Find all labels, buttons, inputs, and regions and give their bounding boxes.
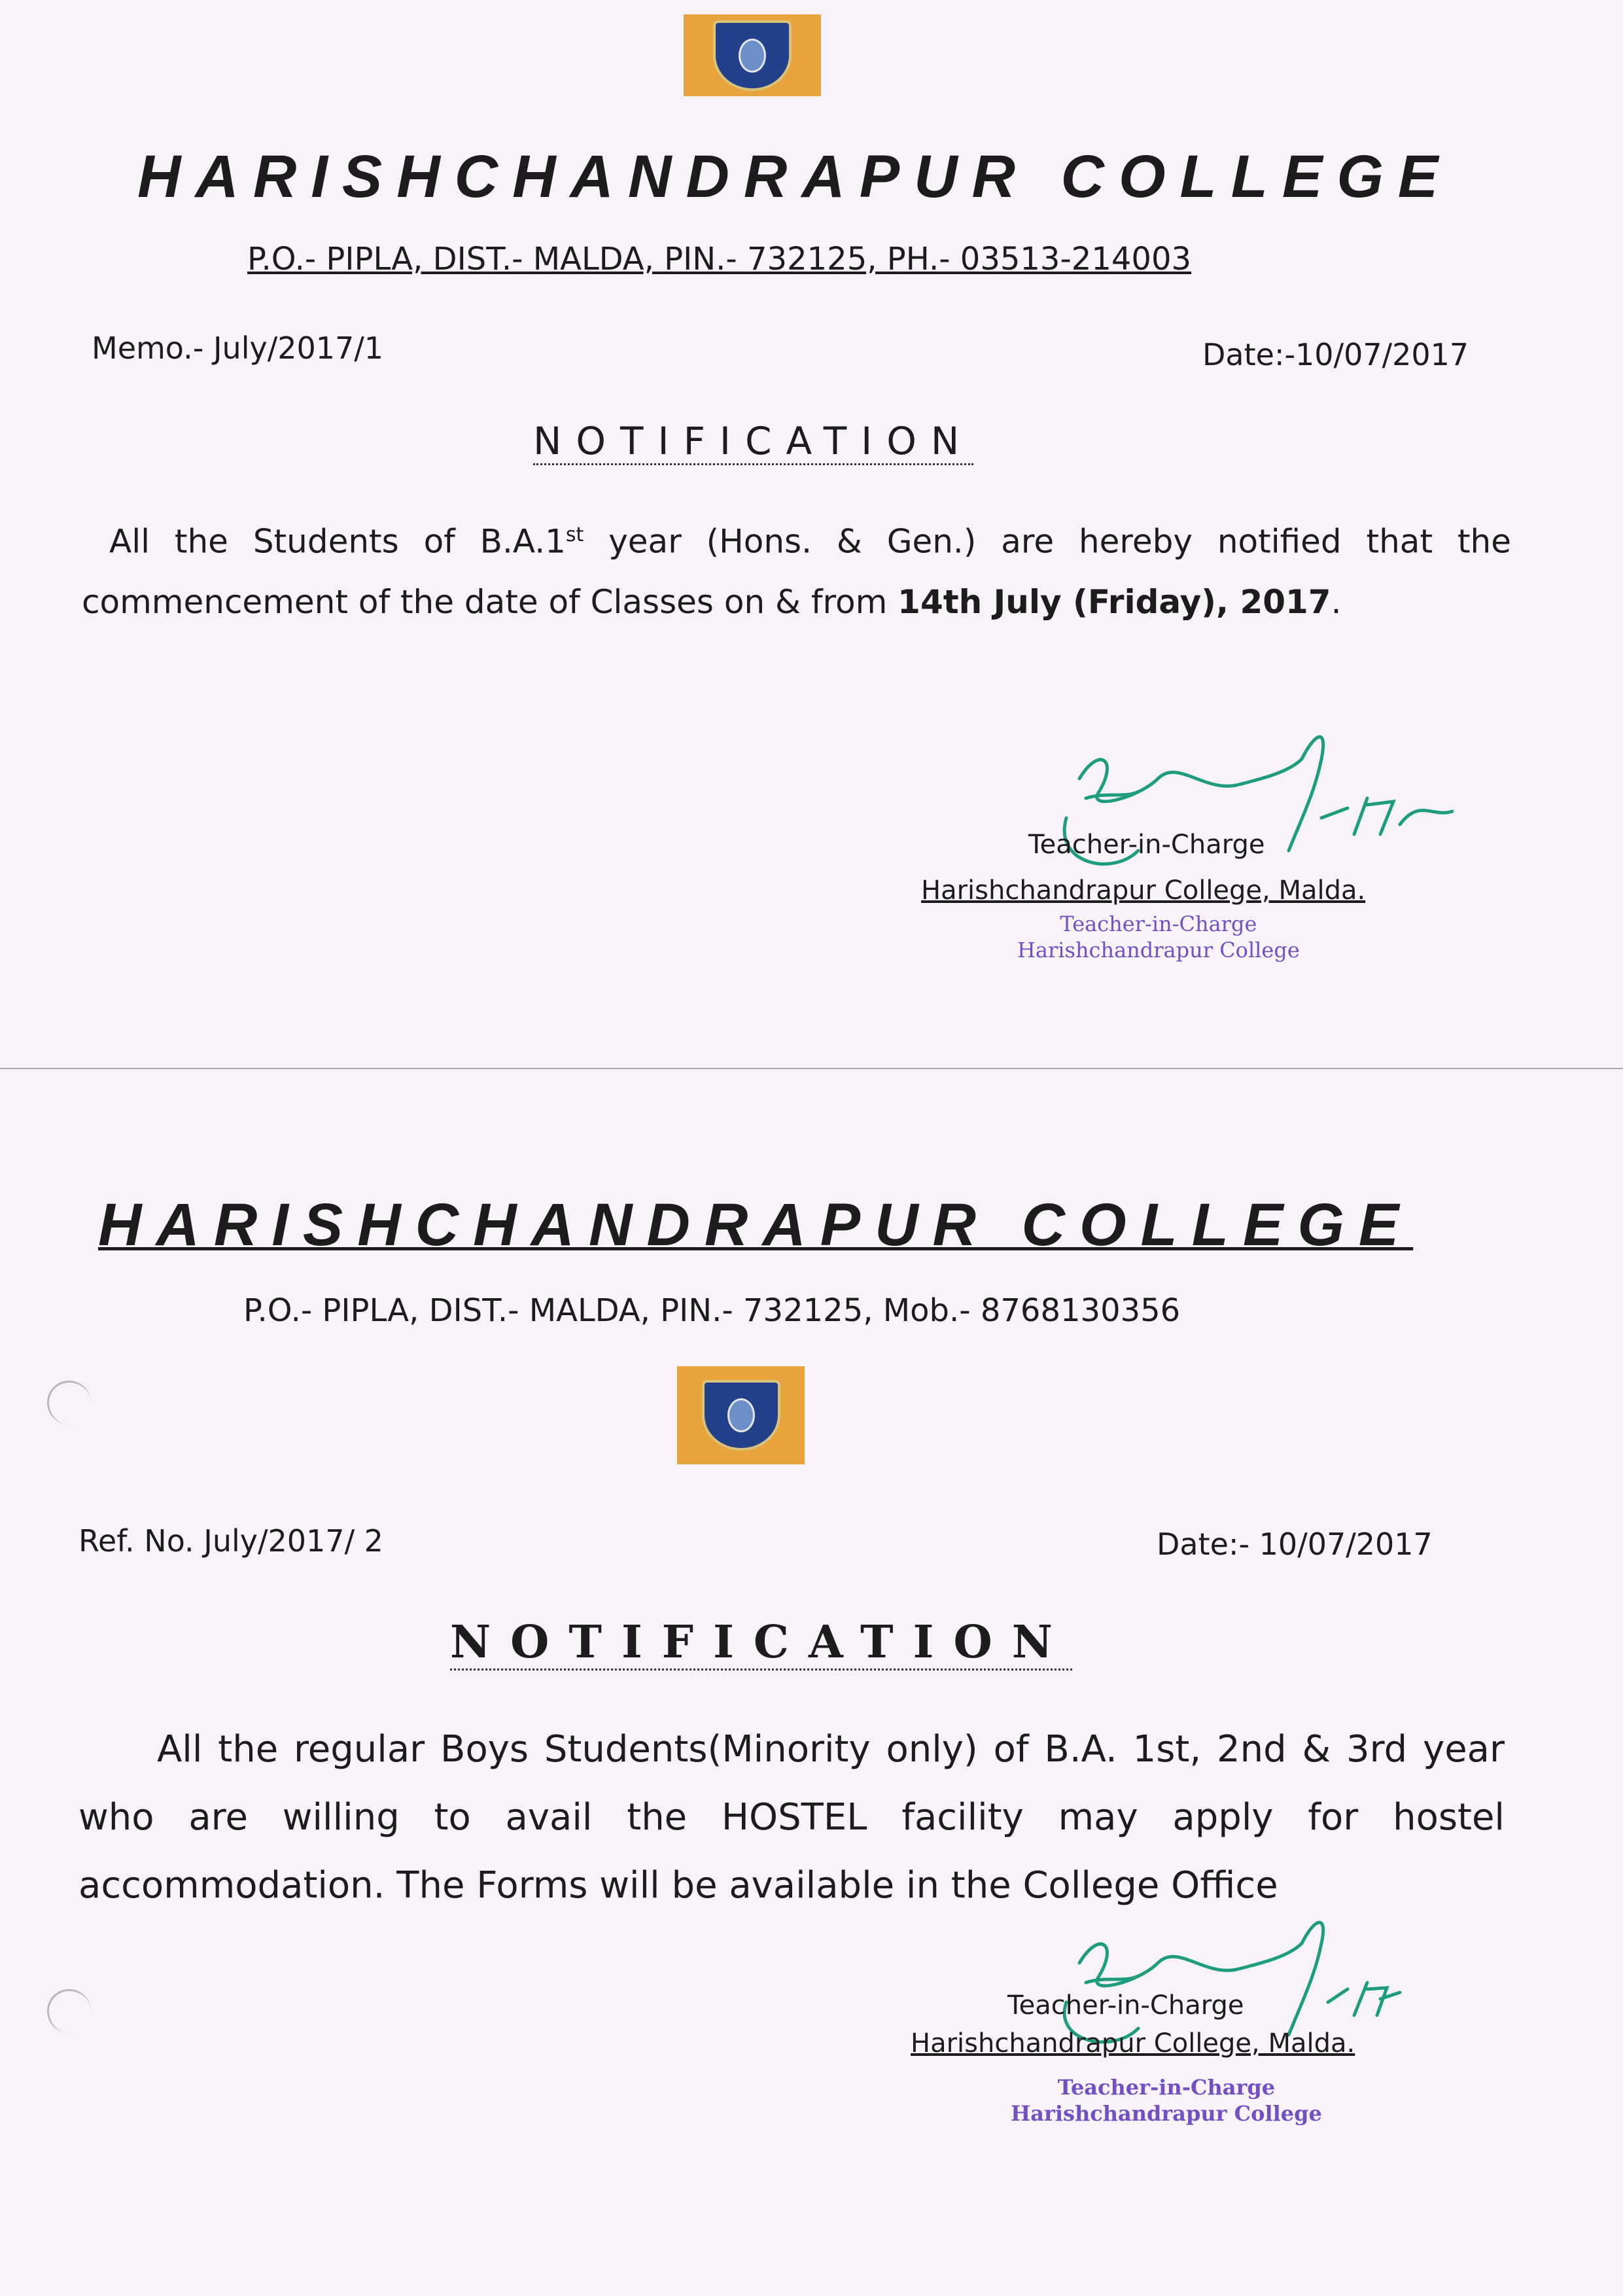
- signatory-title-2: Teacher-in-Charge: [1007, 1990, 1244, 2021]
- official-stamp-2: Teacher-in-Charge Harishchandrapur College: [1011, 2075, 1322, 2126]
- signatory-org-1: Harishchandrapur College, Malda.: [921, 875, 1366, 906]
- official-stamp-1: Teacher-in-Charge Harishchandrapur College: [1017, 911, 1300, 963]
- college-logo: [684, 14, 821, 96]
- memo-number: Memo.- July/2017/1: [92, 330, 384, 366]
- signatory-org-2: Harishchandrapur College, Malda.: [911, 2028, 1355, 2058]
- notification-body-2: All the regular Boys Students(Minority only) of B.A. 1st, 2nd & 3rd year who are willing to avail the HOSTEL facility may apply for hostel accommodation. The Forms will be available in the College Office: [79, 1728, 1505, 1907]
- paper-fold-line: [0, 1067, 1623, 1070]
- college-logo-2: [677, 1366, 805, 1464]
- signatory-title-1: Teacher-in-Charge: [1028, 830, 1265, 860]
- college-name-1: HARISHCHANDRAPUR COLLEGE: [137, 143, 1453, 210]
- date-2: Date:- 10/07/2017: [1157, 1527, 1433, 1562]
- date-1: Date:-10/07/2017: [1202, 337, 1469, 372]
- notification-body-1: All the Students of B.A.1st year (Hons. & Gen.) are hereby notified that the commencement of the date of Classes on & from 14th July (Friday), 2017.: [82, 522, 1511, 621]
- notification-heading-2: NOTIFICATION: [450, 1616, 1072, 1670]
- college-address-1: P.O.- PIPLA, DIST.- MALDA, PIN.- 732125, PH.- 03513-214003: [247, 241, 1192, 277]
- reference-number: Ref. No. July/2017/ 2: [79, 1523, 383, 1559]
- punch-hole-top: [47, 1381, 91, 1424]
- college-address-2: P.O.- PIPLA, DIST.- MALDA, PIN.- 732125, Mob.- 8768130356: [243, 1292, 1181, 1329]
- college-name-2: HARISHCHANDRAPUR COLLEGE: [98, 1192, 1414, 1258]
- signature-1: [1040, 720, 1465, 896]
- notification-heading-1: NOTIFICATION: [533, 419, 973, 465]
- crest-icon: [702, 1380, 780, 1451]
- crest-icon: [713, 20, 792, 91]
- punch-hole-bottom: [47, 1989, 91, 2033]
